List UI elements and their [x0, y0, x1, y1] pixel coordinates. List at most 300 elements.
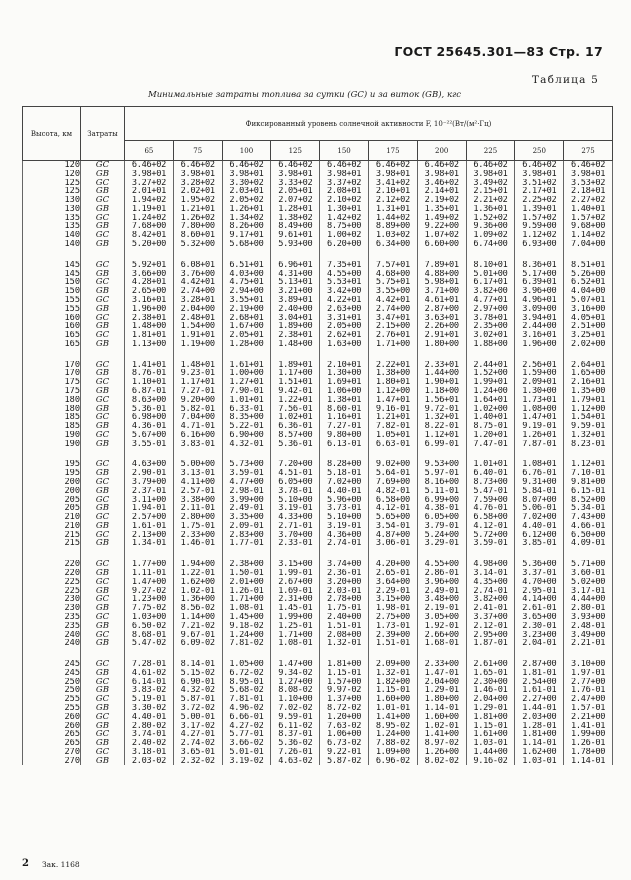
- spacer-cell: [81, 448, 125, 460]
- cost-type-cell: GB: [81, 704, 125, 713]
- value-cell: 1.08-01: [271, 639, 320, 648]
- cost-type-cell: GB: [81, 587, 125, 596]
- value-cell: 6.34+00: [368, 240, 417, 249]
- value-cell: 4.03+00: [222, 270, 271, 279]
- value-cell: 3.49+02: [466, 179, 515, 188]
- value-cell: 2.21-01: [564, 639, 613, 648]
- value-cell: 9.36+00: [466, 222, 515, 231]
- value-cell: 2.22+01: [368, 361, 417, 370]
- cost-type-cell: GB: [81, 287, 125, 296]
- value-cell: 2.95-01: [515, 587, 564, 596]
- value-cell: 4.05+01: [564, 314, 613, 323]
- value-cell: 4.09-01: [564, 539, 613, 548]
- value-cell: 1.20+00: [320, 713, 369, 722]
- value-cell: 5.00+00: [173, 460, 222, 469]
- spacer-cell: [81, 249, 125, 261]
- value-cell: 1.28+00: [222, 340, 271, 349]
- value-cell: 2.27+02: [564, 196, 613, 205]
- value-cell: 4.27-01: [173, 730, 222, 739]
- spacer-cell: [222, 448, 271, 460]
- group-spacer: [23, 448, 613, 460]
- value-cell: 2.33+01: [417, 361, 466, 370]
- value-cell: 1.08+01: [515, 460, 564, 469]
- value-cell: 3.60-01: [564, 569, 613, 578]
- value-cell: 6.76-01: [515, 469, 564, 478]
- value-cell: 3.29-01: [417, 539, 466, 548]
- spacer-cell: [23, 648, 81, 660]
- value-cell: 4.27-02: [222, 722, 271, 731]
- value-cell: 9.34-02: [271, 669, 320, 678]
- spacer-cell: [417, 349, 466, 361]
- value-cell: 1.65-01: [466, 669, 515, 678]
- table-row: [23, 387, 613, 396]
- value-cell: 1.15-01: [368, 686, 417, 695]
- value-cell: 6.46+02: [271, 161, 320, 170]
- value-cell: 2.67+00: [271, 578, 320, 587]
- value-cell: 6.17+01: [466, 278, 515, 287]
- table-row: [23, 422, 613, 431]
- value-cell: 5.13+01: [271, 278, 320, 287]
- cost-type-cell: GB: [81, 270, 125, 279]
- cost-type-cell: GC: [81, 161, 125, 170]
- value-cell: 1.69-01: [271, 587, 320, 596]
- value-cell: 1.12+00: [368, 387, 417, 396]
- value-cell: 5.10+00: [271, 496, 320, 505]
- spacer-cell: [417, 648, 466, 660]
- height-cell: 170: [23, 369, 81, 378]
- height-cell: 170: [23, 361, 81, 370]
- value-cell: 8.63+00: [125, 396, 174, 405]
- value-cell: 2.15+01: [466, 187, 515, 196]
- value-cell: 8.08-02: [271, 686, 320, 695]
- value-cell: 6.98+00: [125, 413, 174, 422]
- value-cell: 9.61+01: [271, 231, 320, 240]
- value-cell: 1.44+00: [466, 748, 515, 757]
- group-spacer: [23, 648, 613, 660]
- value-cell: 1.03-01: [466, 739, 515, 748]
- value-cell: 3.78+01: [466, 314, 515, 323]
- cost-type-cell: GC: [81, 378, 125, 387]
- value-cell: 1.20+01: [466, 431, 515, 440]
- height-cell: 220: [23, 569, 81, 578]
- value-cell: 3.23+00: [515, 631, 564, 640]
- cost-type-cell: GB: [81, 622, 125, 631]
- cost-type-cell: GB: [81, 440, 125, 449]
- value-cell: 1.12+01: [564, 460, 613, 469]
- value-cell: 1.27+01: [222, 378, 271, 387]
- value-cell: 1.38+01: [320, 396, 369, 405]
- value-cell: 7.56-01: [271, 405, 320, 414]
- value-cell: 1.51+01: [271, 378, 320, 387]
- height-cell: 155: [23, 305, 81, 314]
- value-cell: 6.66-01: [222, 713, 271, 722]
- value-cell: 9.19-01: [515, 422, 564, 431]
- value-cell: 4.42+01: [173, 278, 222, 287]
- height-cell: 240: [23, 631, 81, 640]
- cost-type-cell: GB: [81, 422, 125, 431]
- value-cell: 3.82+00: [466, 287, 515, 296]
- value-cell: 3.89+01: [271, 296, 320, 305]
- cost-type-cell: GB: [81, 757, 125, 766]
- value-cell: 2.05+01: [271, 187, 320, 196]
- value-cell: 3.55+00: [368, 287, 417, 296]
- value-cell: 2.35+00: [466, 322, 515, 331]
- value-cell: 7.68+00: [125, 222, 174, 231]
- height-cell: 270: [23, 757, 81, 766]
- value-cell: 2.57-01: [173, 487, 222, 496]
- value-cell: 3.51+02: [515, 179, 564, 188]
- value-cell: 3.55-01: [125, 440, 174, 449]
- value-cell: 2.80-02: [125, 722, 174, 731]
- value-cell: 1.71+00: [222, 595, 271, 604]
- value-cell: 8.02-02: [417, 757, 466, 766]
- value-cell: 2.08+00: [320, 631, 369, 640]
- value-cell: 1.94+02: [125, 196, 174, 205]
- cost-type-cell: GC: [81, 214, 125, 223]
- height-cell: 140: [23, 240, 81, 249]
- value-cell: 7.75-02: [125, 604, 174, 613]
- value-cell: 1.08+00: [515, 405, 564, 414]
- value-cell: 1.24+00: [368, 730, 417, 739]
- value-cell: 1.38+00: [368, 369, 417, 378]
- value-cell: 1.50-01: [222, 569, 271, 578]
- value-cell: 5.93+00: [271, 240, 320, 249]
- value-cell: 7.57+01: [368, 261, 417, 270]
- height-cell: 175: [23, 378, 81, 387]
- value-cell: 7.04+00: [173, 413, 222, 422]
- value-cell: 6.72-02: [222, 669, 271, 678]
- value-cell: 3.16+00: [564, 305, 613, 314]
- value-cell: 1.99-01: [271, 569, 320, 578]
- value-cell: 4.32-01: [222, 440, 271, 449]
- value-cell: 2.33+00: [173, 531, 222, 540]
- table-row: [23, 378, 613, 387]
- value-cell: 8.37-01: [271, 730, 320, 739]
- value-cell: 1.35+01: [417, 205, 466, 214]
- value-cell: 1.09+02: [466, 231, 515, 240]
- height-cell: 225: [23, 578, 81, 587]
- spacer-cell: [417, 548, 466, 560]
- value-cell: 8.14-01: [173, 660, 222, 669]
- value-cell: 1.65+00: [564, 369, 613, 378]
- value-cell: 7.21-02: [173, 622, 222, 631]
- value-cell: 6.50+00: [564, 531, 613, 540]
- value-cell: 2.68+01: [222, 314, 271, 323]
- value-cell: 1.14+00: [173, 613, 222, 622]
- value-cell: 2.63+00: [320, 305, 369, 314]
- value-cell: 5.32+00: [173, 240, 222, 249]
- cost-type-cell: GB: [81, 504, 125, 513]
- value-cell: 9.31+00: [515, 478, 564, 487]
- table-row: [23, 240, 613, 249]
- table-caption: Минимальные затраты топлива за сутки (GC) и за виток (GB), кгс: [148, 90, 462, 100]
- value-cell: 3.37+02: [320, 179, 369, 188]
- value-cell: 1.18+00: [417, 387, 466, 396]
- value-cell: 2.01+01: [125, 187, 174, 196]
- value-cell: 5.87-02: [320, 757, 369, 766]
- value-cell: 3.35+00: [222, 513, 271, 522]
- cost-type-cell: GB: [81, 604, 125, 613]
- value-cell: 1.03+00: [125, 613, 174, 622]
- value-cell: 4.96-02: [222, 704, 271, 713]
- value-cell: 6.05+00: [417, 513, 466, 522]
- value-cell: 6.99+00: [417, 496, 466, 505]
- value-cell: 2.12-01: [466, 622, 515, 631]
- value-cell: 3.33+02: [271, 179, 320, 188]
- value-cell: 6.99-01: [417, 440, 466, 449]
- value-cell: 2.86-01: [417, 569, 466, 578]
- height-cell: 260: [23, 722, 81, 731]
- value-cell: 3.98+01: [515, 170, 564, 179]
- value-cell: 4.87+00: [368, 531, 417, 540]
- value-cell: 3.05+00: [417, 613, 466, 622]
- value-cell: 8.23-01: [564, 440, 613, 449]
- cost-type-cell: GC: [81, 660, 125, 669]
- spacer-cell: [173, 349, 222, 361]
- spacer-cell: [515, 548, 564, 560]
- height-cell: 245: [23, 669, 81, 678]
- value-cell: 2.91+01: [417, 331, 466, 340]
- value-cell: 2.39+00: [368, 631, 417, 640]
- value-cell: 1.64+01: [466, 396, 515, 405]
- value-cell: 6.60+00: [417, 240, 466, 249]
- value-cell: 3.47+01: [368, 314, 417, 323]
- group-spacer: [23, 349, 613, 361]
- value-cell: 3.82+00: [466, 595, 515, 604]
- value-cell: 1.06+00: [320, 730, 369, 739]
- value-cell: 1.94+00: [173, 560, 222, 569]
- value-cell: 5.17+00: [515, 270, 564, 279]
- height-cell: 270: [23, 748, 81, 757]
- value-cell: 1.21+01: [173, 205, 222, 214]
- value-cell: 1.45-01: [271, 604, 320, 613]
- cost-type-cell: GC: [81, 396, 125, 405]
- spacer-cell: [564, 249, 613, 261]
- value-cell: 2.30+00: [466, 678, 515, 687]
- value-cell: 6.12+00: [515, 531, 564, 540]
- value-cell: 2.16+01: [564, 378, 613, 387]
- value-cell: 4.36+00: [320, 531, 369, 540]
- value-cell: 1.01-01: [368, 704, 417, 713]
- value-cell: 1.28-01: [515, 722, 564, 731]
- value-cell: 2.27+00: [515, 695, 564, 704]
- height-cell: 125: [23, 187, 81, 196]
- value-cell: 8.49+00: [271, 222, 320, 231]
- value-cell: 3.66-02: [222, 739, 271, 748]
- value-cell: 1.81+00: [466, 713, 515, 722]
- height-cell: 150: [23, 287, 81, 296]
- value-cell: 5.82-01: [173, 405, 222, 414]
- value-cell: 2.32-02: [173, 757, 222, 766]
- value-cell: 1.61+00: [466, 730, 515, 739]
- cost-type-cell: GC: [81, 231, 125, 240]
- value-cell: 2.03-02: [125, 757, 174, 766]
- value-cell: 1.01+01: [222, 396, 271, 405]
- value-cell: 7.26-01: [271, 748, 320, 757]
- table-row: [23, 587, 613, 596]
- value-cell: 1.30+00: [320, 369, 369, 378]
- height-cell: 190: [23, 440, 81, 449]
- value-cell: 2.78+00: [320, 595, 369, 604]
- value-cell: 1.01+01: [466, 460, 515, 469]
- height-cell: 205: [23, 496, 81, 505]
- value-cell: 3.37+00: [466, 613, 515, 622]
- table-row: [23, 613, 613, 622]
- spacer-cell: [271, 349, 320, 361]
- value-cell: 7.35+01: [320, 261, 369, 270]
- value-cell: 5.36-01: [125, 405, 174, 414]
- value-cell: 2.10+01: [320, 361, 369, 370]
- height-cell: 230: [23, 604, 81, 613]
- value-cell: 5.98+01: [417, 278, 466, 287]
- value-cell: 6.52+01: [564, 278, 613, 287]
- table-row: [23, 322, 613, 331]
- value-cell: 4.40-01: [320, 487, 369, 496]
- height-cell: 145: [23, 261, 81, 270]
- value-cell: 2.13+00: [125, 531, 174, 540]
- value-cell: 9.18-02: [222, 622, 271, 631]
- cost-type-cell: GC: [81, 748, 125, 757]
- height-cell: 235: [23, 613, 81, 622]
- value-cell: 1.05+00: [222, 660, 271, 669]
- height-cell: 130: [23, 205, 81, 214]
- value-cell: 1.15-01: [466, 722, 515, 731]
- value-cell: 7.43+00: [564, 513, 613, 522]
- value-cell: 2.83+00: [222, 531, 271, 540]
- value-cell: 5.01-01: [222, 748, 271, 757]
- value-cell: 7.88-02: [368, 739, 417, 748]
- value-cell: 2.90-01: [125, 469, 174, 478]
- value-cell: 5.36+00: [515, 560, 564, 569]
- height-cell: 175: [23, 387, 81, 396]
- value-cell: 1.34-01: [125, 539, 174, 548]
- table-row: [23, 686, 613, 695]
- value-cell: 2.05+01: [222, 331, 271, 340]
- value-cell: 2.54+00: [515, 678, 564, 687]
- value-cell: 3.02+01: [466, 331, 515, 340]
- value-cell: 1.41+00: [417, 730, 466, 739]
- value-cell: 6.16+00: [173, 431, 222, 440]
- cost-type-cell: GC: [81, 413, 125, 422]
- value-cell: 5.19-01: [125, 695, 174, 704]
- value-cell: 6.46+02: [320, 161, 369, 170]
- spacer-cell: [515, 349, 564, 361]
- group-spacer: [23, 249, 613, 261]
- value-cell: 1.90+01: [417, 378, 466, 387]
- value-cell: 3.18-01: [125, 748, 174, 757]
- value-cell: 1.48+01: [173, 361, 222, 370]
- value-cell: 5.22-01: [222, 422, 271, 431]
- value-cell: 1.61-01: [125, 522, 174, 531]
- value-cell: 3.76+00: [173, 270, 222, 279]
- value-cell: 3.98+01: [417, 170, 466, 179]
- cost-type-cell: GC: [81, 513, 125, 522]
- spacer-cell: [515, 448, 564, 460]
- value-cell: 7.10-01: [564, 469, 613, 478]
- cost-type-cell: GB: [81, 739, 125, 748]
- value-cell: 4.31+00: [271, 270, 320, 279]
- spacer-cell: [368, 349, 417, 361]
- spacer-cell: [466, 249, 515, 261]
- value-cell: 6.96-02: [368, 757, 417, 766]
- value-cell: 3.54-01: [368, 522, 417, 531]
- value-cell: 2.98-01: [222, 487, 271, 496]
- value-cell: 3.98+01: [320, 170, 369, 179]
- value-cell: 4.63-02: [271, 757, 320, 766]
- value-cell: 8.07+00: [515, 496, 564, 505]
- spacer-cell: [564, 448, 613, 460]
- value-cell: 4.77+00: [222, 478, 271, 487]
- activity-level-header: 125: [271, 141, 320, 161]
- cost-type-cell: GB: [81, 669, 125, 678]
- cost-type-cell: GB: [81, 639, 125, 648]
- value-cell: 6.33-01: [222, 405, 271, 414]
- table-row: [23, 161, 613, 170]
- spacer-cell: [320, 349, 369, 361]
- value-cell: 1.51-01: [320, 622, 369, 631]
- value-cell: 3.85-01: [515, 539, 564, 548]
- cost-type-cell: GC: [81, 431, 125, 440]
- value-cell: 3.27+02: [125, 179, 174, 188]
- value-cell: 3.98+01: [564, 170, 613, 179]
- spacer-cell: [271, 448, 320, 460]
- value-cell: 9.16-02: [466, 757, 515, 766]
- value-cell: 1.99+01: [466, 378, 515, 387]
- cost-type-cell: GC: [81, 314, 125, 323]
- value-cell: 8.95-01: [222, 678, 271, 687]
- value-cell: 8.60+01: [173, 231, 222, 240]
- table-row: [23, 405, 613, 414]
- value-cell: 1.10+01: [125, 378, 174, 387]
- value-cell: 4.96+01: [515, 296, 564, 305]
- value-cell: 3.28+02: [173, 179, 222, 188]
- activity-level-header: 65: [125, 141, 174, 161]
- value-cell: 4.61-02: [125, 669, 174, 678]
- value-cell: 2.38+01: [271, 331, 320, 340]
- value-cell: 6.63-01: [368, 440, 417, 449]
- value-cell: 5.10+00: [320, 513, 369, 522]
- value-cell: 2.31+00: [271, 595, 320, 604]
- value-cell: 3.98+01: [466, 170, 515, 179]
- value-cell: 1.12+02: [515, 231, 564, 240]
- value-cell: 3.98+01: [125, 170, 174, 179]
- value-cell: 1.81+00: [320, 660, 369, 669]
- value-cell: 2.26+00: [417, 322, 466, 331]
- value-cell: 2.37-01: [125, 487, 174, 496]
- cost-type-cell: GC: [81, 261, 125, 270]
- value-cell: 4.40-01: [515, 522, 564, 531]
- spacer-cell: [125, 448, 174, 460]
- value-cell: 6.13-01: [320, 440, 369, 449]
- value-cell: 1.44-01: [515, 704, 564, 713]
- activity-level-header: 175: [368, 141, 417, 161]
- value-cell: 3.98+01: [173, 170, 222, 179]
- value-cell: 5.06-01: [515, 504, 564, 513]
- cost-type-cell: GB: [81, 539, 125, 548]
- value-cell: 1.00+02: [320, 231, 369, 240]
- value-cell: 3.46+02: [417, 179, 466, 188]
- value-cell: 7.82-01: [368, 422, 417, 431]
- value-cell: 2.09-01: [222, 522, 271, 531]
- value-cell: 1.22-01: [173, 569, 222, 578]
- value-cell: 2.49-01: [417, 587, 466, 596]
- value-cell: 1.32-01: [320, 639, 369, 648]
- value-cell: 2.75+00: [368, 613, 417, 622]
- activity-level-header: 75: [173, 141, 222, 161]
- value-cell: 6.58+00: [466, 513, 515, 522]
- value-cell: 2.09+01: [515, 378, 564, 387]
- value-cell: 5.84-01: [515, 487, 564, 496]
